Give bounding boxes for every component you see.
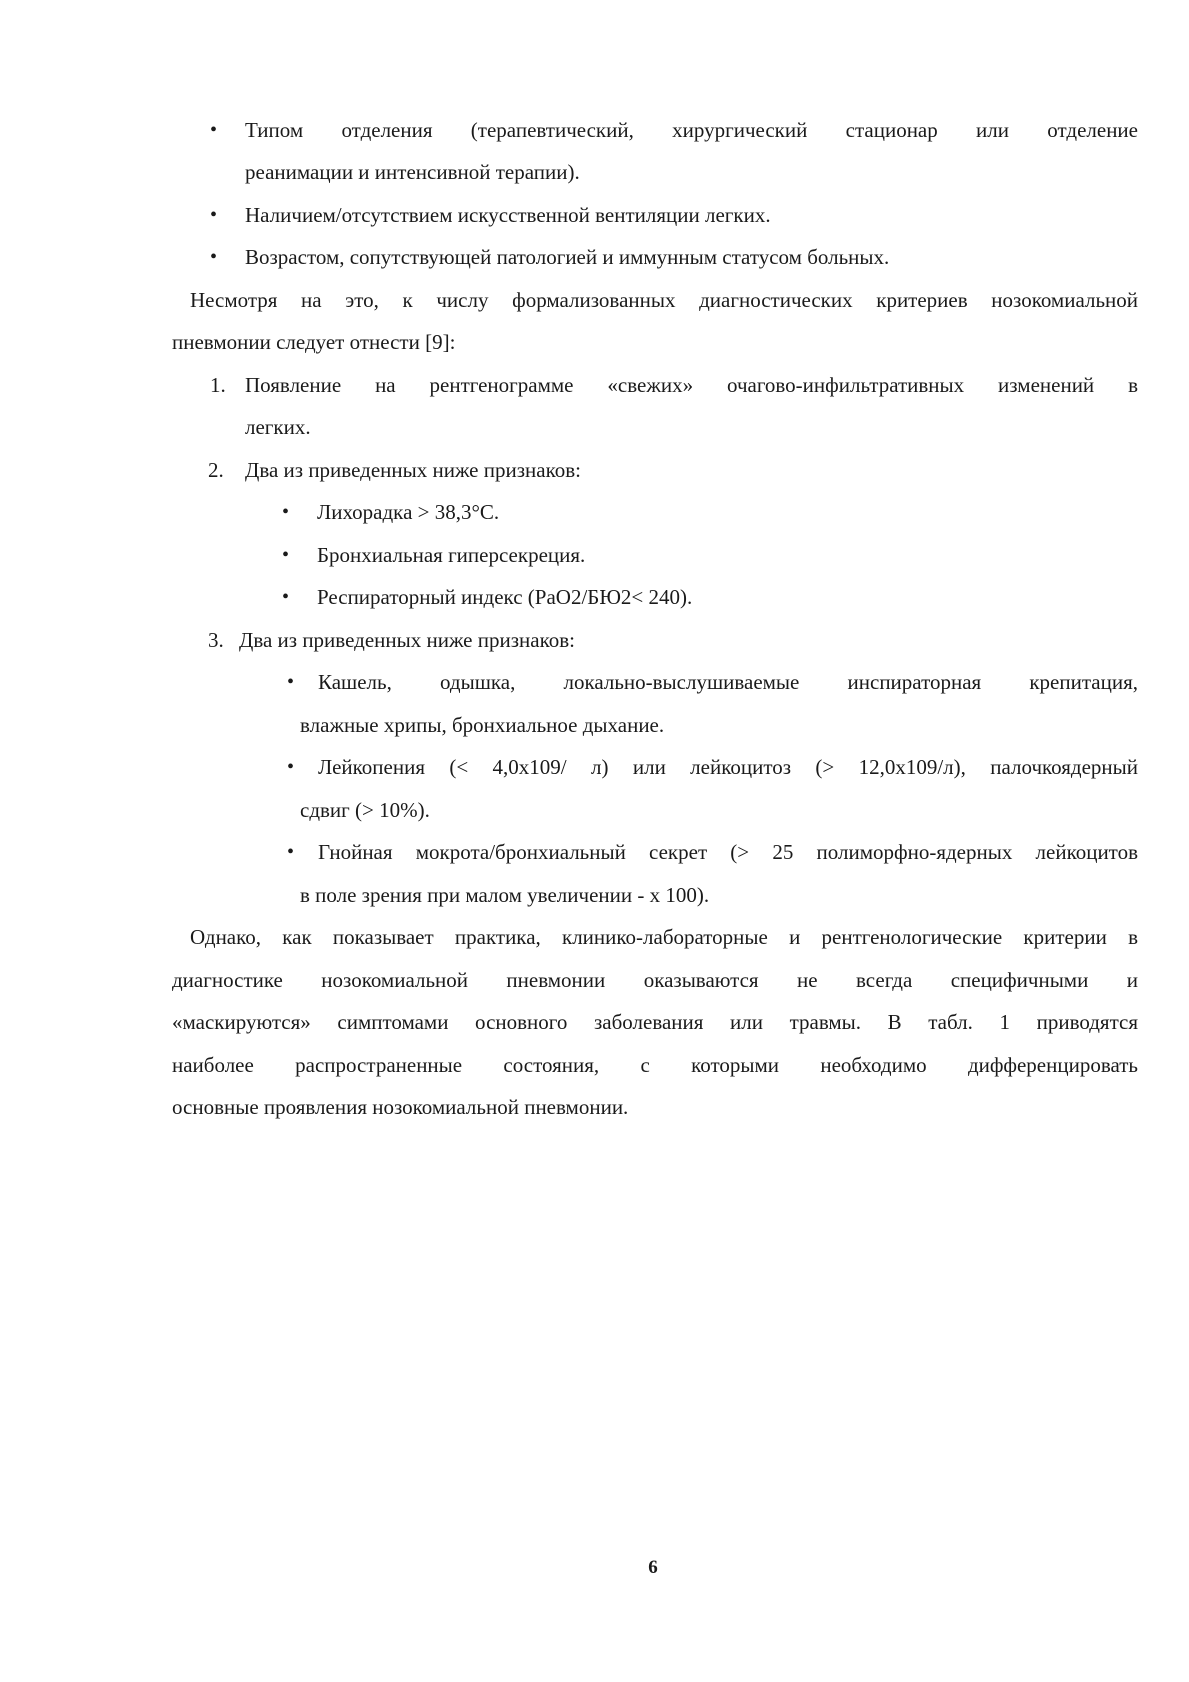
list-item-text: Появление на рентгенограмме «свежих» очагово-инфильтративных изменений в — [245, 373, 1138, 397]
paragraph-line: пневмонии следует отнести [9]: — [172, 330, 456, 354]
sub-item-text-cont: в поле зрения при малом увеличении - x 100). — [300, 883, 710, 907]
sub-item-text: Бронхиальная гиперсекреция. — [317, 543, 586, 567]
bullet-marker: • — [210, 204, 218, 226]
sub-bullet-marker: • — [287, 671, 295, 693]
list-item-text: Два из приведенных ниже признаков: — [245, 458, 581, 482]
bullet-marker: • — [210, 246, 218, 268]
list-item-text: Два из приведенных ниже признаков: — [239, 628, 575, 652]
list-item-text-cont: легких. — [245, 415, 311, 439]
sub-item-text-cont: сдвиг (> 10%). — [300, 798, 430, 822]
sub-item-text: Респираторный индекс (РаО2/БЮ2< 240). — [317, 585, 693, 609]
bullet-text-cont: реанимации и интенсивной терапии). — [245, 160, 580, 184]
bullet-text: Наличием/отсутствием искусственной вентиляции легких. — [245, 203, 771, 227]
paragraph-line: Однако, как показывает практика, клинико-лабораторные и рентгенологические критерии в — [190, 925, 1138, 949]
bullet-text: Возрастом, сопутствующей патологией и иммунным статусом больных. — [245, 245, 890, 269]
sub-item-text: Лихорадка > 38,3°С. — [317, 500, 500, 524]
paragraph-line: диагностике нозокомиальной пневмонии оказываются не всегда специфичными и — [172, 968, 1138, 992]
sub-bullet-marker: • — [287, 841, 295, 863]
sub-item-text: Гнойная мокрота/бронхиальный секрет (> 25 полиморфно-ядерных лейкоцитов — [318, 840, 1138, 864]
sub-item-text-cont: влажные хрипы, бронхиальное дыхание. — [300, 713, 665, 737]
sub-bullet-marker: • — [282, 586, 290, 608]
bullet-marker: • — [210, 119, 218, 141]
list-number: 2. — [208, 458, 224, 482]
sub-bullet-marker: • — [287, 756, 295, 778]
list-number: 1. — [210, 373, 226, 397]
sub-bullet-marker: • — [282, 544, 290, 566]
sub-item-text: Кашель, одышка, локально-выслушиваемые инспираторная крепитация, — [318, 670, 1138, 694]
paragraph-line: основные проявления нозокомиальной пневмонии. — [172, 1095, 629, 1119]
bullet-text: Типом отделения (терапевтический, хирургический стационар или отделение — [245, 118, 1138, 142]
paragraph-line: «маскируются» симптомами основного заболевания или травмы. В табл. 1 приводятся — [172, 1010, 1138, 1034]
sub-item-text: Лейкопения (< 4,0x109/ л) или лейкоцитоз (> 12,0x109/л), палочкоядерный — [318, 755, 1138, 779]
list-number: 3. — [208, 628, 224, 652]
paragraph-line: Несмотря на это, к числу формализованных диагностических критериев нозокомиальной — [190, 288, 1138, 312]
page-number: 6 — [648, 1557, 658, 1578]
sub-bullet-marker: • — [282, 501, 290, 523]
paragraph-line: наиболее распространенные состояния, с которыми необходимо дифференцировать — [172, 1053, 1138, 1077]
